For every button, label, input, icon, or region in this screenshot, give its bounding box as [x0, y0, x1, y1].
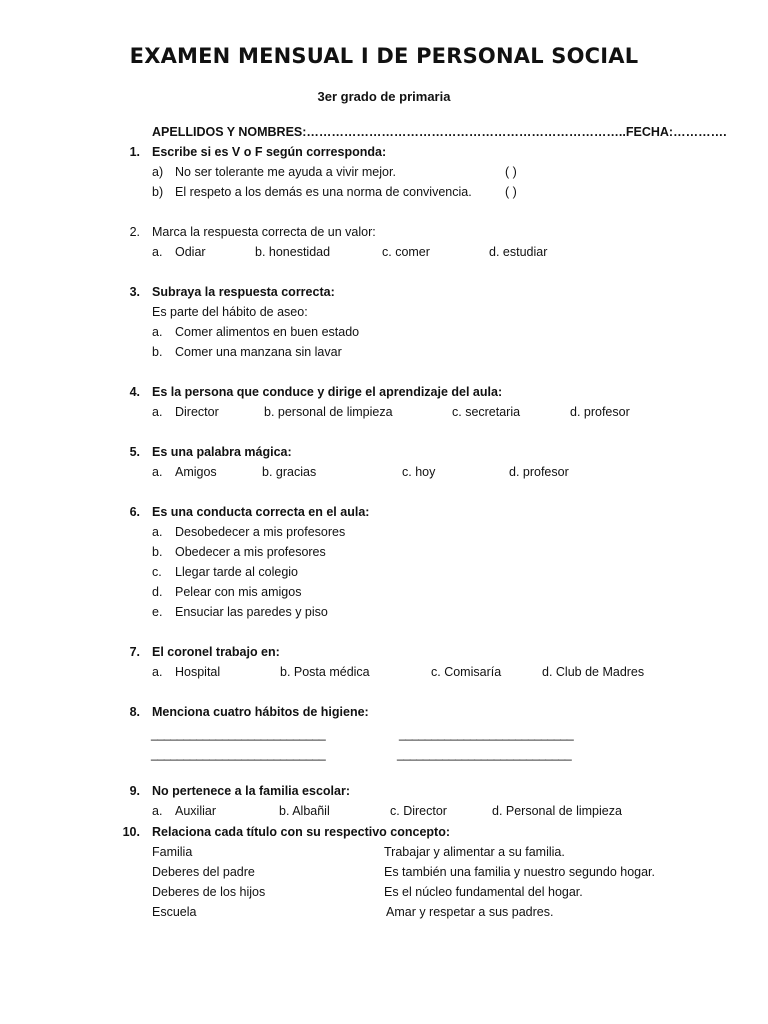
item-letter: c.: [152, 565, 162, 579]
option: c. Comisaría: [431, 665, 502, 679]
answer-box: ( ): [505, 165, 517, 179]
option: b. honestidad: [255, 245, 331, 259]
answer-blank: ___________________________: [399, 727, 574, 741]
option: b. Albañil: [279, 804, 330, 818]
question-number: 1.: [129, 145, 140, 159]
match-title: Familia: [152, 845, 193, 859]
match-concept: Amar y respetar a sus padres.: [386, 905, 554, 919]
item-letter: a.: [152, 325, 163, 339]
item-letter: b): [152, 185, 164, 199]
item-letter: b.: [152, 545, 163, 559]
item-text: Llegar tarde al colegio: [175, 565, 298, 579]
option: b. Posta médica: [280, 665, 370, 679]
item-letter: a.: [152, 525, 163, 539]
question-prompt: Es una conducta correcta en el aula:: [152, 505, 370, 519]
option: d. profesor: [570, 405, 630, 419]
name-date-line: APELLIDOS Y NOMBRES:…………………………………………………………………..FECHA:………….: [152, 125, 727, 139]
grade-subtitle: 3er grado de primaria: [317, 89, 451, 104]
option: d. Club de Madres: [542, 665, 645, 679]
item-letter: a.: [152, 804, 163, 818]
option: Auxiliar: [175, 804, 216, 818]
question-number: 3.: [129, 285, 140, 299]
question-number: 6.: [129, 505, 140, 519]
question-prompt: Es la persona que conduce y dirige el aprendizaje del aula:: [152, 385, 503, 399]
match-title: Deberes del padre: [152, 865, 255, 879]
item-letter: a.: [152, 665, 163, 679]
item-letter: b.: [152, 345, 163, 359]
question-number: 4.: [129, 385, 140, 399]
item-text: Pelear con mis amigos: [175, 585, 302, 599]
item-letter: d.: [152, 585, 163, 599]
question-prompt: Es una palabra mágica:: [152, 445, 292, 459]
item-text: Comer una manzana sin lavar: [175, 345, 342, 359]
item-text: Obedecer a mis profesores: [175, 545, 326, 559]
question-number: 10.: [122, 825, 140, 839]
option: b. gracias: [262, 465, 317, 479]
option: c. comer: [382, 245, 430, 259]
question-number: 5.: [129, 445, 140, 459]
option: Amigos: [175, 465, 217, 479]
question-prompt: Relaciona cada título con su respectivo concepto:: [152, 825, 450, 839]
option: d. estudiar: [489, 245, 548, 259]
item-letter: a.: [152, 465, 163, 479]
answer-blank: ___________________________: [151, 727, 326, 741]
item-text: Comer alimentos en buen estado: [175, 325, 360, 339]
option: d. profesor: [509, 465, 569, 479]
item-letter: a): [152, 165, 164, 179]
question-prompt: Marca la respuesta correcta de un valor:: [152, 225, 376, 239]
question-number: 9.: [129, 784, 140, 798]
option: b. personal de limpieza: [264, 405, 393, 419]
item-text: Desobedecer a mis profesores: [175, 525, 346, 539]
option: Hospital: [175, 665, 221, 679]
question-prompt: Escribe si es V o F según corresponda:: [152, 145, 387, 159]
match-concept: Trabajar y alimentar a su familia.: [384, 845, 565, 859]
item-text: No ser tolerante me ayuda a vivir mejor.: [175, 165, 396, 179]
item-text: Ensuciar las paredes y piso: [175, 605, 328, 619]
answer-blank: ___________________________: [151, 747, 326, 761]
match-title: Escuela: [152, 905, 197, 919]
option: c. secretaria: [452, 405, 521, 419]
question-number: 7.: [129, 645, 140, 659]
question-number: 2.: [129, 225, 140, 239]
question-subprompt: Es parte del hábito de aseo:: [152, 305, 308, 319]
question-prompt: Menciona cuatro hábitos de higiene:: [152, 705, 369, 719]
question-prompt: El coronel trabajo en:: [152, 645, 280, 659]
item-text: El respeto a los demás es una norma de convivencia.: [175, 185, 472, 199]
option: d. Personal de limpieza: [492, 804, 622, 818]
answer-box: ( ): [505, 185, 517, 199]
option: c. Director: [390, 804, 447, 818]
item-letter: e.: [152, 605, 163, 619]
item-letter: a.: [152, 245, 163, 259]
question-prompt: No pertenece a la familia escolar:: [152, 784, 351, 798]
question-prompt: Subraya la respuesta correcta:: [152, 285, 335, 299]
match-concept: Es también una familia y nuestro segundo hogar.: [384, 865, 656, 879]
option: c. hoy: [402, 465, 436, 479]
item-letter: a.: [152, 405, 163, 419]
match-concept: Es el núcleo fundamental del hogar.: [384, 885, 583, 899]
option: Director: [175, 405, 219, 419]
match-title: Deberes de los hijos: [152, 885, 266, 899]
question-number: 8.: [129, 705, 140, 719]
answer-blank: ___________________________: [397, 747, 572, 761]
page-title: EXAMEN MENSUAL I DE PERSONAL SOCIAL: [129, 44, 639, 68]
option: Odiar: [175, 245, 206, 259]
